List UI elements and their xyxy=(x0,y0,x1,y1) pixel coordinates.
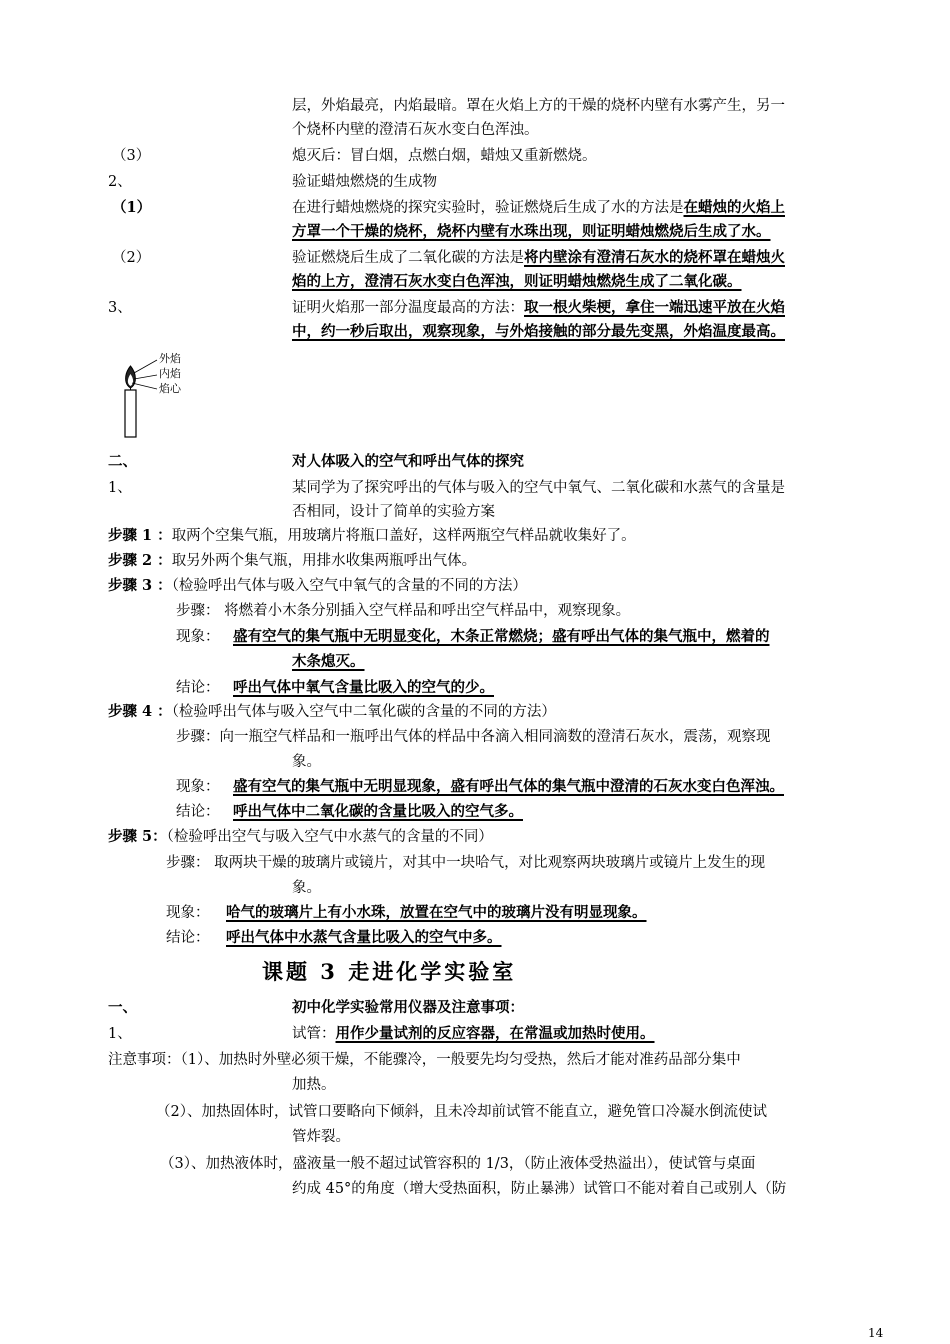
step-text: （检验呼出气体与吸入空气中氧气的含量的不同的方法） xyxy=(171,578,527,594)
item-number: （3） xyxy=(112,148,151,164)
question-text: 验证燃烧后生成了二氧化碳的方法是 xyxy=(292,250,524,266)
answer-text: 用作少量试剂的反应容器，在常温或加热时使用。 xyxy=(335,1025,655,1042)
instrument-name: 试管： xyxy=(292,1026,336,1042)
observation-answer: 盛有空气的集气瓶中无明显现象，盛有呼出气体的集气瓶中澄清的石灰水变白色浑浊。 xyxy=(233,778,784,795)
step-label: 步骤 3 ： xyxy=(108,577,172,594)
step-label: 步骤 1 ： xyxy=(108,527,172,544)
step-label: 步骤 5： xyxy=(108,828,167,845)
conclusion-answer: 呼出气体中二氧化碳的含量比吸入的空气多。 xyxy=(233,803,523,820)
item-number: 1、 xyxy=(108,1026,132,1042)
paragraph-line: 熄灭后：冒白烟，点燃白烟，蜡烛又重新燃烧。 xyxy=(292,148,597,164)
item-number: 3、 xyxy=(108,300,132,316)
question-text: 证明火焰那一部分温度最高的方法： xyxy=(292,300,524,316)
step-1 xyxy=(108,524,636,548)
candle-drawing xyxy=(115,348,195,440)
note-line: 管炸裂。 xyxy=(292,1129,350,1145)
step-text: 取另外两个集气瓶，用排水收集两瓶呼出气体。 xyxy=(171,553,477,569)
procedure-line: 象。 xyxy=(292,880,321,896)
observation-answer: 盛有空气的集气瓶中无明显变化，木条正常燃烧；盛有呼出气体的集气瓶中，燃着的 xyxy=(233,628,770,645)
step-4 xyxy=(108,700,556,724)
conclusion-answer: 呼出气体中水蒸气含量比吸入的空气中多。 xyxy=(226,929,502,946)
note-line: （3）、加热液体时，盛液量一般不超过试管容积的 1/3，（防止液体受热溢出），使试管与桌面 xyxy=(160,1156,756,1172)
observation-answer: 木条熄灭。 xyxy=(292,653,365,670)
procedure-line: 象。 xyxy=(292,754,321,770)
lesson-title: 课题 3 走进化学实验室 xyxy=(262,959,517,984)
section-heading: 对人体吸入的空气和呼出气体的探究 xyxy=(292,453,524,470)
candle-flame-figure xyxy=(115,348,195,440)
step-label: 步骤 2 ： xyxy=(108,552,172,569)
step-5 xyxy=(108,825,493,849)
answer-line: 中，约一秒后取出，观察现象，与外焰接触的部分最先变黑，外焰温度最高。 xyxy=(292,323,785,340)
answer-text: 取一根火柴梗，拿住一端迅速平放在火焰 xyxy=(524,299,785,316)
conclusion-answer: 呼出气体中氧气含量比吸入的空气的少。 xyxy=(233,679,494,696)
question-text: 在进行蜡烛燃烧的探究实验时，验证燃烧后生成了水的方法是 xyxy=(292,200,684,216)
step-3 xyxy=(108,574,527,598)
section-number: 一、 xyxy=(108,999,137,1016)
step-text: （检验呼出气体与吸入空气中二氧化碳的含量的不同的方法） xyxy=(171,704,556,720)
page-number: 14 xyxy=(868,1326,884,1340)
observation-answer: 哈气的玻璃片上有小水珠，放置在空气中的玻璃片没有明显现象。 xyxy=(226,904,647,921)
step-text: （检验呼出空气与吸入空气中水蒸气的含量的不同） xyxy=(166,829,493,845)
note-line: （2）、加热固体时，试管口要略向下倾斜，且未冷却前试管不能直立，避免管口冷凝水倒流使试 xyxy=(156,1104,767,1120)
paragraph-line xyxy=(292,1022,655,1046)
item-number: 1、 xyxy=(108,480,132,496)
item-number: （1） xyxy=(112,199,152,216)
procedure-line: 步骤： 取两块干燥的玻璃片或镜片，对其中一块哈气，对比观察两块玻璃片或镜片上发生的现 xyxy=(166,855,766,871)
paragraph-line xyxy=(292,296,785,320)
paragraph-line: 验证蜡烛燃烧的生成物 xyxy=(292,174,437,190)
answer-line: 焰的上方，澄清石灰水变白色浑浊，则证明蜡烛燃烧生成了二氧化碳。 xyxy=(292,273,742,290)
step-label: 步骤 4 ： xyxy=(108,703,172,720)
observation-label: 现象： xyxy=(176,779,220,795)
paragraph-line: 个烧杯内壁的澄清石灰水变白色浑浊。 xyxy=(292,122,539,138)
item-number: （2） xyxy=(112,250,151,266)
section-number: 二、 xyxy=(108,453,137,470)
inner-flame-label: 内焰 xyxy=(159,367,181,380)
note-line: 注意事项：（1）、加热时外壁必须干燥，不能骤冷，一般要先均匀受热，然后才能对准药品部分集中 xyxy=(108,1052,741,1068)
step-text: 取两个空集气瓶，用玻璃片将瓶口盖好，这样两瓶空气样品就收集好了。 xyxy=(171,528,636,544)
conclusion-label: 结论： xyxy=(176,804,220,820)
conclusion-label: 结论： xyxy=(176,680,220,696)
observation-label: 现象： xyxy=(166,905,210,921)
procedure-line: 步骤：向一瓶空气样品和一瓶呼出气体的样品中各滴入相同滴数的澄清石灰水，震荡，观察现 xyxy=(176,729,771,745)
conclusion-label: 结论： xyxy=(166,930,210,946)
observation-label: 现象： xyxy=(176,629,220,645)
answer-line: 方罩一个干燥的烧杯，烧杯内壁有水珠出现，则证明蜡烛燃烧后生成了水。 xyxy=(292,223,771,240)
note-line: 加热。 xyxy=(292,1077,336,1093)
paragraph-line xyxy=(292,196,785,220)
item-number: 2、 xyxy=(108,174,132,190)
paragraph-line: 某同学为了探究呼出的气体与吸入的空气中氧气、二氧化碳和水蒸气的含量是 xyxy=(292,480,785,496)
section-heading: 初中化学实验常用仪器及注意事项： xyxy=(292,999,524,1016)
note-line: 约成 45°的角度（增大受热面积，防止暴沸）试管口不能对着自己或别人（防 xyxy=(292,1181,787,1197)
procedure-line: 步骤： 将燃着小木条分别插入空气样品和呼出空气样品中，观察现象。 xyxy=(176,603,631,619)
paragraph-line: 否相同，设计了简单的实验方案 xyxy=(292,504,495,520)
answer-text: 在蜡烛的火焰上 xyxy=(683,199,785,216)
paragraph-line: 层，外焰最亮，内焰最暗。罩在火焰上方的干燥的烧杯内壁有水雾产生，另一 xyxy=(292,98,785,114)
paragraph-line xyxy=(292,246,785,270)
flame-core-label: 焰心 xyxy=(159,382,181,395)
answer-text: 将内壁涂有澄清石灰水的烧杯罩在蜡烛火 xyxy=(524,249,785,266)
step-2 xyxy=(108,549,476,573)
outer-flame-label: 外焰 xyxy=(159,352,181,365)
